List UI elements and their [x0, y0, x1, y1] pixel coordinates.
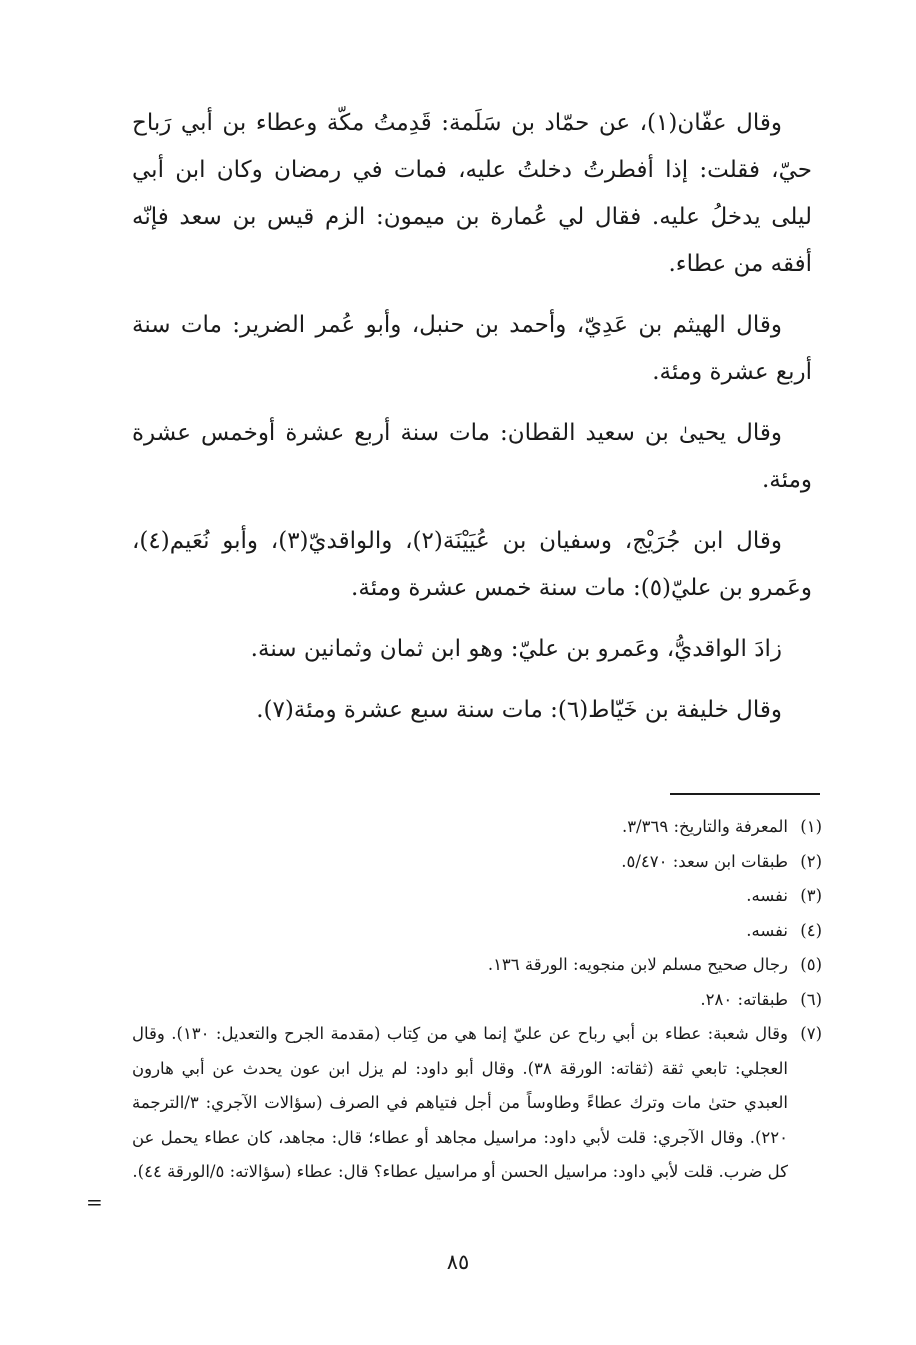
footnote-number: (٧) — [800, 1024, 822, 1043]
paragraph: وقال خليفة بن خَيّاط(٦): مات سنة سبع عشرة ومئة(٧). — [256, 697, 782, 723]
paragraph: وقال الهيثم بن عَدِيّ، وأحمد بن حنبل، وأبو عُمر الضرير: مات سنة أربع عشرة ومئة. — [132, 312, 812, 385]
main-text — [132, 100, 812, 748]
page-number: ٨٥ — [446, 1250, 470, 1274]
footnote-separator — [670, 793, 820, 795]
footnote-number: (٣) — [800, 886, 822, 905]
footnote-text: نفسه. — [746, 886, 788, 905]
footnote-text: وقال شعبة: عطاء بن أبي رباح عن عليّ إنما هي من كِتاب (مقدمة الجرح والتعديل: ١٣٠). وقال العجلي: تابعي ثقة (ثقاته: الورقة ٣٨). وقال أبو داود: لم يزل ابن عون يحدث عن أبي هارون العبدي حتىٰ مات وترك عطاءً وطاوساً من أجل فتياهم في الصرف (سؤالات الآجري: ٣/الترجمة ٢٢٠). وقال الآجري: قلت لأبي داود: مراسيل مجاهد أو عطاء؛ قال: مجاهد، كان عطاء يحمل عن كل ضرب. قلت لأبي داود: مراسيل الحسن أو مراسيل عطاء؟ قال: عطاء (سؤالاته: ٥/الورقة ٤٤). — [132, 1024, 788, 1181]
footnote-number: (٥) — [800, 955, 822, 974]
footnote-text: المعرفة والتاريخ: ٣/٣٦٩. — [621, 817, 788, 836]
footnote — [132, 845, 822, 880]
footnote — [132, 983, 822, 1018]
footnote-number: (٦) — [800, 989, 822, 1009]
footnote-number: (٢) — [800, 851, 822, 871]
paragraph: زادَ الواقديُّ، وعَمرو بن عليّ: وهو ابن ثمان وثمانين سنة. — [250, 636, 782, 662]
footnote-text: طبقات ابن سعد: ٥/٤٧٠. — [621, 851, 788, 871]
footnote — [132, 1017, 822, 1190]
paragraph: وقال عفّان(١)، عن حمّاد بن سَلَمة: قَدِمتُ مكّة وعطاء بن أبي رَباح حيّ، فقلت: إذا أفطرتُ دخلتُ عليه، فمات في رمضان وكان ابن أبي ليلى يدخلُ عليه. فقال لي عُمارة بن ميمون: الزم قيس بن سعد فإنّه أفقه من عطاء. — [132, 110, 812, 277]
continuation-mark: = — [86, 1190, 103, 1214]
footnote-number: (٤) — [800, 920, 822, 940]
footnote — [132, 914, 822, 949]
footnote — [132, 810, 822, 845]
footnote — [132, 948, 822, 983]
footnotes — [132, 810, 822, 1190]
footnote-number: (١) — [800, 817, 822, 836]
paragraph: وقال يحيىٰ بن سعيد القطان: مات سنة أربع عشرة أوخمس عشرة ومئة. — [132, 420, 812, 493]
footnote-text: رجال صحيح مسلم لابن منجويه: الورقة ١٣٦. — [487, 955, 788, 974]
footnote — [132, 879, 822, 914]
footnote-text: نفسه. — [746, 920, 788, 940]
paragraph: وقال ابن جُرَيْج، وسفيان بن عُيَيْنَة(٢)، والواقديّ(٣)، وأبو نُعَيم(٤)، وعَمرو بن عليّ(٥): مات سنة خمس عشرة ومئة. — [132, 528, 812, 601]
footnote-text: طبقاته: ٢٨٠. — [700, 989, 788, 1009]
